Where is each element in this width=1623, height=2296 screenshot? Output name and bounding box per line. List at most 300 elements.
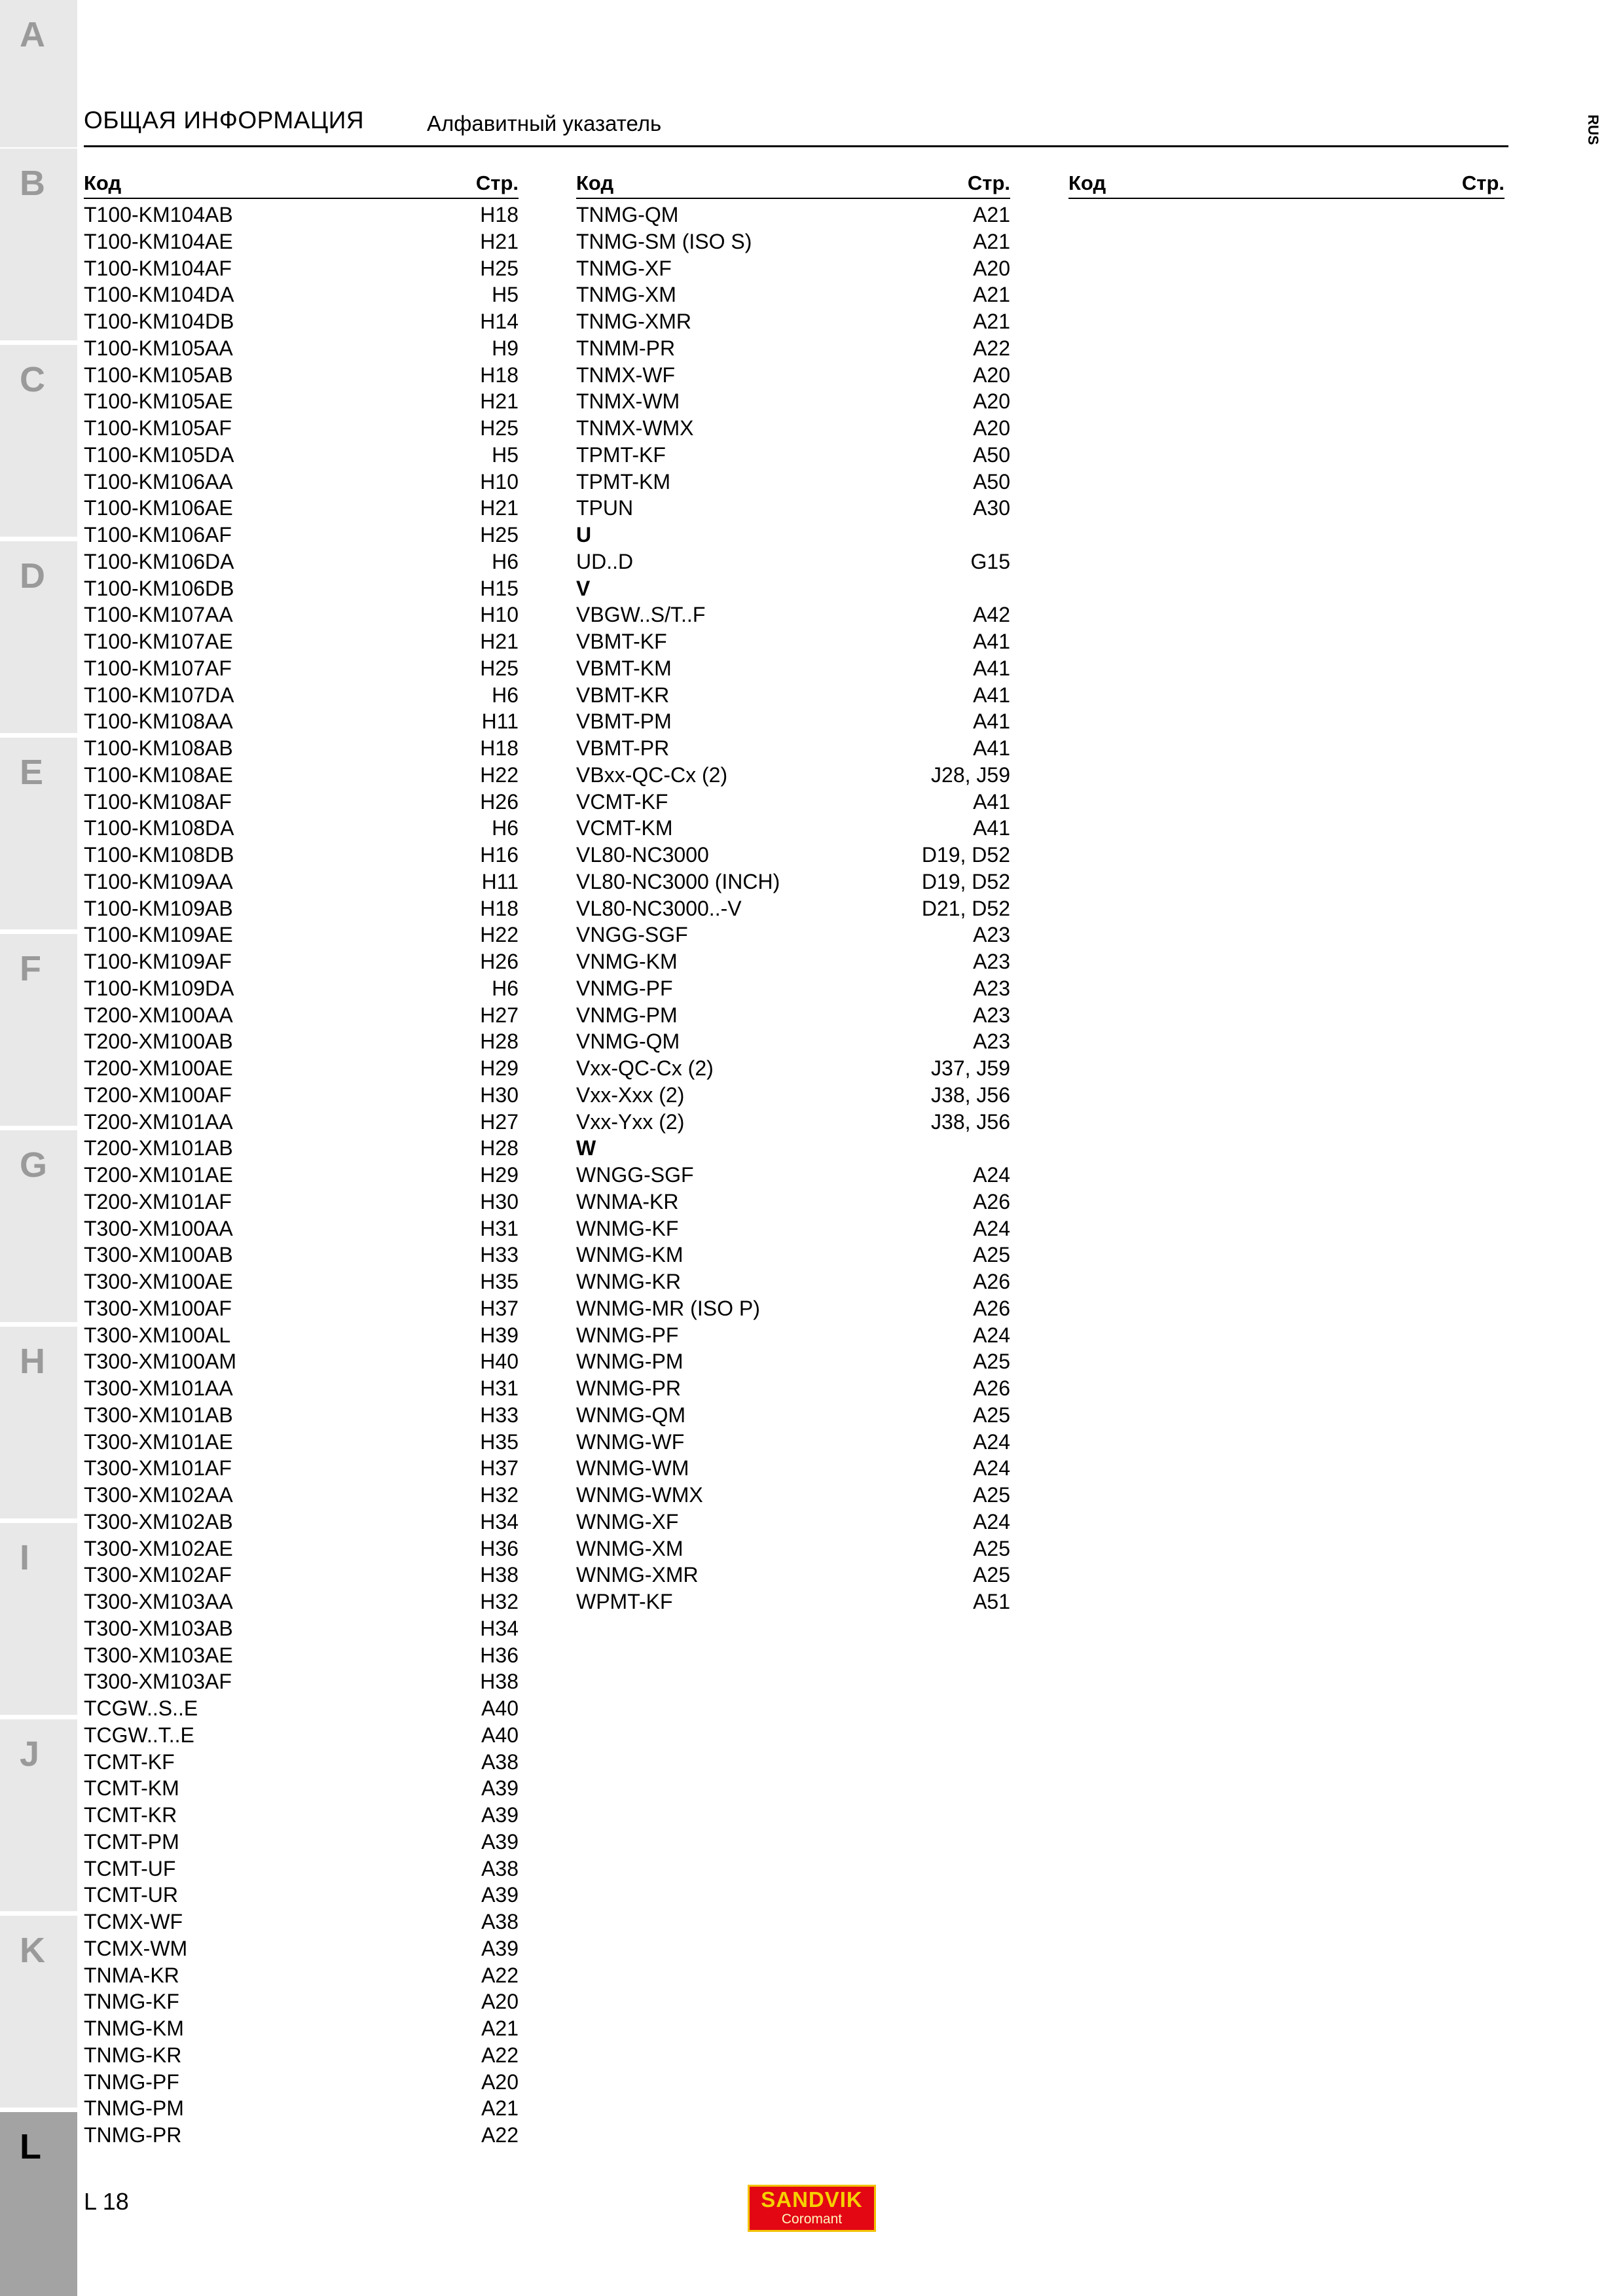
entry-page[interactable]: A41 (973, 683, 1010, 707)
index-entry (84, 708, 519, 735)
entry-code: TNMG-KR (84, 2043, 182, 2067)
entry-code: VBMT-KM (576, 656, 672, 680)
index-rows (84, 202, 519, 2149)
entry-code: T100-KM106DA (84, 549, 234, 573)
index-entry (84, 362, 519, 389)
entry-code: T100-KM106DB (84, 576, 234, 600)
letter-tab-e[interactable]: E (0, 738, 77, 929)
index-entry (84, 1402, 519, 1429)
entry-page[interactable]: A41 (973, 736, 1010, 760)
index-entry (84, 815, 519, 842)
entry-page[interactable]: A25 (973, 1243, 1010, 1267)
index-entry (576, 975, 1010, 1002)
entry-page[interactable]: H35 (480, 1270, 519, 1293)
entry-page[interactable]: A38 (481, 1749, 519, 1774)
entry-page[interactable]: H6 (492, 549, 519, 573)
header-divider (84, 145, 1508, 147)
entry-page[interactable]: A26 (973, 1376, 1010, 1400)
entry-page[interactable]: A24 (973, 1456, 1010, 1480)
index-entry (84, 628, 519, 655)
letter-tab-l[interactable]: L (0, 2112, 77, 2296)
entry-page[interactable]: H15 (480, 576, 519, 600)
entry-code: WNMG-KR (576, 1270, 681, 1293)
index-entry (84, 495, 519, 522)
entry-page[interactable]: H39 (480, 1323, 519, 1347)
entry-page[interactable]: A39 (481, 1936, 519, 1960)
index-entry (576, 1429, 1010, 1456)
entry-page[interactable]: H22 (480, 762, 519, 787)
entry-code: Vxx-Xxx (2) (576, 1083, 685, 1107)
entry-page[interactable]: A26 (973, 1189, 1010, 1213)
entry-page[interactable]: J38, J56 (931, 1109, 1010, 1134)
entry-page[interactable]: H27 (480, 1109, 519, 1134)
entry-code: WNMG-PF (576, 1323, 679, 1347)
entry-code: TNMG-XM (576, 283, 676, 307)
entry-code: T100-KM109AE (84, 923, 233, 947)
entry-code: T100-KM104AB (84, 203, 233, 226)
entry-page[interactable]: H9 (492, 336, 519, 360)
entry-page[interactable]: A39 (481, 1883, 519, 1907)
letter-tab-bar (0, 0, 77, 2296)
entry-page[interactable]: A21 (973, 283, 1010, 307)
entry-page[interactable]: A41 (973, 656, 1010, 680)
entry-code: TNMG-PM (84, 2096, 184, 2121)
index-entry (576, 1028, 1010, 1055)
index-entry (84, 2042, 519, 2069)
index-entry (84, 469, 519, 495)
letter-tab-h[interactable]: H (0, 1327, 77, 1518)
entry-page[interactable]: H31 (480, 1376, 519, 1400)
entry-page[interactable]: A25 (973, 1483, 1010, 1507)
entry-page[interactable]: A23 (973, 976, 1010, 1000)
entry-code: WNMA-KR (576, 1189, 679, 1213)
entry-code: TPMT-KF (576, 442, 666, 467)
entry-page[interactable]: H11 (481, 869, 519, 893)
entry-page[interactable]: H25 (480, 523, 519, 547)
entry-page[interactable]: A23 (973, 1030, 1010, 1054)
entry-page[interactable]: A21 (481, 2096, 519, 2121)
index-entry (576, 442, 1010, 469)
entry-code: TCMT-UR (84, 1883, 178, 1907)
entry-page[interactable]: A20 (481, 1990, 519, 2014)
index-entry (84, 1535, 519, 1562)
entry-code: T100-KM108DA (84, 816, 234, 840)
index-entry (576, 1535, 1010, 1562)
entry-code: T300-XM103AF (84, 1670, 232, 1694)
index-entry (576, 202, 1010, 228)
letter-tab-j[interactable]: J (0, 1719, 77, 1911)
index-entry (576, 1055, 1010, 1082)
entry-page[interactable]: D19, D52 (921, 843, 1010, 867)
entry-page[interactable]: H34 (480, 1509, 519, 1534)
entry-page[interactable]: A23 (973, 923, 1010, 947)
entry-page[interactable]: A24 (973, 1323, 1010, 1347)
entry-page[interactable]: A41 (973, 789, 1010, 814)
entry-code: WNMG-WMX (576, 1483, 703, 1507)
index-entry (576, 1109, 1010, 1136)
entry-page[interactable]: A21 (973, 310, 1010, 333)
entry-page[interactable]: A50 (973, 442, 1010, 467)
entry-page[interactable]: H22 (480, 923, 519, 947)
entry-code: TNMG-SM (ISO S) (576, 229, 752, 253)
entry-page[interactable]: H31 (480, 1216, 519, 1240)
index-entry (576, 469, 1010, 495)
entry-page[interactable]: H37 (480, 1296, 519, 1320)
entry-page[interactable]: A38 (481, 1856, 519, 1880)
entry-code: WNMG-KF (576, 1216, 679, 1240)
entry-page[interactable]: H10 (480, 469, 519, 493)
index-entry (84, 255, 519, 282)
entry-page[interactable]: H26 (480, 789, 519, 814)
index-entry (84, 548, 519, 575)
entry-page[interactable]: A41 (973, 816, 1010, 840)
entry-page[interactable]: A41 (973, 630, 1010, 653)
column-header (576, 169, 1010, 199)
index-entry (576, 735, 1010, 762)
entry-page[interactable]: A24 (973, 1163, 1010, 1187)
entry-page[interactable]: A23 (973, 950, 1010, 973)
index-entry (576, 948, 1010, 975)
entry-code: WNMG-QM (576, 1403, 686, 1427)
entry-code: VCMT-KM (576, 816, 673, 840)
letter-tab-a[interactable]: A (0, 0, 77, 147)
entry-page[interactable]: H38 (480, 1670, 519, 1694)
entry-page[interactable]: A22 (481, 1963, 519, 1987)
index-entry (576, 1295, 1010, 1322)
entry-page[interactable]: H6 (492, 683, 519, 707)
entry-code: W (576, 1136, 596, 1160)
index-entry (576, 1588, 1010, 1615)
index-entry (84, 1109, 519, 1136)
entry-code: VNMG-PF (576, 976, 673, 1000)
entry-code: TPUN (576, 496, 634, 520)
index-entry (84, 2095, 519, 2122)
entry-code: TNMG-PR (84, 2123, 182, 2147)
entry-page[interactable]: H33 (480, 1243, 519, 1267)
entry-page[interactable]: H30 (480, 1083, 519, 1107)
index-entry (576, 762, 1010, 789)
code-header: Код (576, 171, 614, 194)
entry-code: WNMG-XF (576, 1509, 679, 1534)
entry-page[interactable]: A40 (481, 1696, 519, 1720)
index-entry (84, 1642, 519, 1669)
index-entry (576, 682, 1010, 709)
entry-code: TNMG-KM (84, 2017, 184, 2040)
entry-page[interactable]: A20 (973, 389, 1010, 414)
entry-page[interactable]: H35 (480, 1429, 519, 1454)
letter-heading (576, 575, 1010, 602)
entry-page[interactable]: H29 (480, 1163, 519, 1187)
entry-page[interactable]: A38 (481, 1910, 519, 1933)
index-entry (84, 1429, 519, 1456)
letter-tab-i[interactable]: I (0, 1523, 77, 1715)
code-header: Код (1068, 171, 1106, 194)
entry-page[interactable]: H21 (480, 630, 519, 653)
index-entry (84, 1268, 519, 1295)
entry-code: T100-KM104DB (84, 310, 234, 333)
entry-code: T200-XM101AA (84, 1109, 233, 1134)
index-entry (84, 2069, 519, 2096)
entry-code: T100-KM109DA (84, 976, 234, 1000)
entry-code: T100-KM108DB (84, 843, 234, 867)
entry-page[interactable]: A40 (481, 1723, 519, 1747)
page-header: Стр. (1461, 171, 1504, 194)
entry-page[interactable]: J28, J59 (931, 762, 1010, 787)
entry-code: T100-KM104AE (84, 229, 233, 253)
entry-page[interactable]: H18 (480, 736, 519, 760)
entry-page[interactable]: A22 (481, 2043, 519, 2067)
letter-tab-k[interactable]: K (0, 1916, 77, 2108)
entry-code: WPMT-KF (576, 1590, 673, 1613)
entry-page[interactable]: A23 (973, 1003, 1010, 1027)
entry-page[interactable]: H26 (480, 950, 519, 973)
entry-code: TNMG-QM (576, 203, 679, 226)
index-entry (84, 1935, 519, 1962)
entry-code: T100-KM105AE (84, 389, 233, 414)
entry-code: T200-XM100AF (84, 1083, 232, 1107)
entry-code: TCGW..S..E (84, 1696, 198, 1720)
entry-page[interactable]: H10 (480, 603, 519, 627)
entry-code: T100-KM107AE (84, 630, 233, 653)
entry-code: T100-KM109AF (84, 950, 232, 973)
entry-page[interactable]: H37 (480, 1456, 519, 1480)
entry-code: TCMT-UF (84, 1856, 176, 1880)
index-entry (576, 1482, 1010, 1509)
entry-page[interactable]: A39 (481, 1829, 519, 1854)
index-entry (84, 1775, 519, 1802)
entry-page[interactable]: H18 (480, 203, 519, 226)
index-entry (84, 442, 519, 469)
entry-code: T100-KM108AB (84, 736, 233, 760)
entry-code: T300-XM100AE (84, 1270, 233, 1293)
entry-page[interactable]: A21 (481, 2017, 519, 2040)
entry-code: T300-XM102AA (84, 1483, 233, 1507)
entry-code: TNMG-PF (84, 2070, 179, 2094)
index-entry (84, 1135, 519, 1162)
section-subtitle: Алфавитный указатель (427, 111, 662, 135)
index-entry (84, 869, 519, 895)
entry-page[interactable]: H25 (480, 656, 519, 680)
entry-page[interactable]: A22 (481, 2123, 519, 2147)
letter-tab-b[interactable]: B (0, 149, 77, 340)
index-entry (576, 362, 1010, 389)
index-entry (576, 495, 1010, 522)
entry-page[interactable]: H21 (480, 496, 519, 520)
entry-page[interactable]: H6 (492, 816, 519, 840)
entry-page[interactable]: H40 (480, 1350, 519, 1374)
entry-page[interactable]: H21 (480, 389, 519, 414)
entry-page[interactable]: H25 (480, 416, 519, 440)
entry-page[interactable]: A24 (973, 1216, 1010, 1240)
entry-code: T300-XM101AA (84, 1376, 233, 1400)
index-entry (576, 1348, 1010, 1375)
entry-page[interactable]: A51 (973, 1590, 1010, 1613)
entry-code: T300-XM103AA (84, 1590, 233, 1613)
letter-tab-c[interactable]: C (0, 345, 77, 537)
entry-page[interactable]: J38, J56 (931, 1083, 1010, 1107)
entry-code: T300-XM103AE (84, 1643, 233, 1667)
entry-page[interactable]: A20 (973, 363, 1010, 387)
entry-page[interactable]: A24 (973, 1509, 1010, 1534)
index-entry (84, 1615, 519, 1642)
index-entry (576, 1322, 1010, 1349)
entry-code: T100-KM104AF (84, 256, 232, 280)
entry-page[interactable]: H18 (480, 363, 519, 387)
index-entry (576, 1268, 1010, 1295)
index-entry (576, 1242, 1010, 1268)
letter-heading (576, 522, 1010, 548)
letter-tab-g[interactable]: G (0, 1130, 77, 1322)
entry-code: VBxx-QC-Cx (2) (576, 762, 728, 787)
index-entry (84, 1909, 519, 1935)
index-entry (576, 1215, 1010, 1242)
entry-page[interactable]: J37, J59 (931, 1056, 1010, 1080)
entry-code: T300-XM100AL (84, 1323, 231, 1347)
index-entry (84, 388, 519, 415)
index-column-2 (576, 169, 1010, 1615)
index-entry (576, 1375, 1010, 1402)
entry-page[interactable]: H18 (480, 896, 519, 920)
entry-page[interactable]: H5 (492, 283, 519, 307)
entry-code: WNGG-SGF (576, 1163, 694, 1187)
entry-code: TCGW..T..E (84, 1723, 194, 1747)
index-entry (84, 1348, 519, 1375)
entry-page[interactable]: H29 (480, 1056, 519, 1080)
entry-page[interactable]: A25 (973, 1536, 1010, 1560)
entry-page[interactable]: H11 (481, 709, 519, 734)
entry-code: T100-KM104DA (84, 283, 234, 307)
entry-code: T200-XM100AE (84, 1056, 233, 1080)
entry-code: T200-XM100AA (84, 1003, 233, 1027)
entry-code: TNMA-KR (84, 1963, 179, 1987)
entry-page[interactable]: A42 (973, 603, 1010, 627)
entry-page[interactable]: H32 (480, 1590, 519, 1613)
entry-code: T300-XM100AF (84, 1296, 232, 1320)
entry-code: T200-XM101AF (84, 1189, 232, 1213)
entry-page[interactable]: H5 (492, 442, 519, 467)
entry-code: U (576, 523, 592, 547)
index-entry (84, 281, 519, 308)
entry-code: V (576, 576, 591, 600)
entry-code: T100-KM109AA (84, 869, 233, 893)
index-entry (576, 789, 1010, 816)
entry-page[interactable]: H27 (480, 1003, 519, 1027)
page-header: Стр. (475, 171, 519, 194)
logo-brand: SANDVIK (761, 2187, 863, 2212)
letter-tab-d[interactable]: D (0, 541, 77, 733)
entry-code: WNMG-WF (576, 1429, 685, 1454)
entry-page[interactable]: A25 (973, 1403, 1010, 1427)
entry-page[interactable]: H34 (480, 1616, 519, 1640)
entry-page[interactable]: A25 (973, 1563, 1010, 1587)
index-entry (576, 1189, 1010, 1215)
entry-page[interactable]: A25 (973, 1350, 1010, 1374)
page-header: Стр. (967, 171, 1010, 194)
index-entry (576, 1402, 1010, 1429)
entry-page[interactable]: H28 (480, 1030, 519, 1054)
entry-page[interactable]: A50 (973, 469, 1010, 493)
entry-page[interactable]: A20 (481, 2070, 519, 2094)
entry-code: WNMG-KM (576, 1243, 684, 1267)
entry-page[interactable]: A20 (973, 256, 1010, 280)
index-entry (576, 1082, 1010, 1109)
entry-page[interactable]: A39 (481, 1803, 519, 1827)
entry-code: VL80-NC3000 (INCH) (576, 869, 780, 893)
index-entry (84, 1482, 519, 1509)
entry-page[interactable]: A21 (973, 229, 1010, 253)
entry-code: T300-XM100AA (84, 1216, 233, 1240)
entry-page[interactable]: H38 (480, 1563, 519, 1587)
entry-page[interactable]: D21, D52 (921, 896, 1010, 920)
language-label: RUS (1585, 115, 1601, 145)
entry-code: T100-KM105AA (84, 336, 233, 360)
entry-page[interactable]: H6 (492, 976, 519, 1000)
entry-page[interactable]: H32 (480, 1483, 519, 1507)
code-header: Код (84, 171, 122, 194)
entry-code: WNMG-XMR (576, 1563, 699, 1587)
index-entry (84, 1588, 519, 1615)
entry-code: TPMT-KM (576, 469, 670, 493)
entry-page[interactable]: H30 (480, 1189, 519, 1213)
index-entry (576, 842, 1010, 869)
index-entry (84, 1562, 519, 1588)
entry-page[interactable]: A22 (973, 336, 1010, 360)
entry-page[interactable]: H28 (480, 1136, 519, 1160)
entry-code: T100-KM106AA (84, 469, 233, 493)
entry-page[interactable]: A20 (973, 416, 1010, 440)
entry-page[interactable]: D19, D52 (921, 869, 1010, 893)
entry-page[interactable]: H21 (480, 229, 519, 253)
entry-page[interactable]: H25 (480, 256, 519, 280)
entry-page[interactable]: A21 (973, 203, 1010, 226)
entry-page[interactable]: A39 (481, 1776, 519, 1801)
entry-page[interactable]: A26 (973, 1296, 1010, 1320)
entry-code: T300-XM101AE (84, 1429, 233, 1454)
index-entry (84, 1189, 519, 1215)
letter-tab-f[interactable]: F (0, 934, 77, 1126)
entry-page[interactable]: A41 (973, 709, 1010, 734)
index-entry (576, 628, 1010, 655)
index-entry (84, 975, 519, 1002)
index-entry (84, 1082, 519, 1109)
entry-page[interactable]: G15 (970, 549, 1010, 573)
entry-code: T100-KM105AB (84, 363, 233, 387)
index-entry (84, 1882, 519, 1909)
entry-page[interactable]: H14 (480, 310, 519, 333)
logo-sub: Coromant (781, 2212, 843, 2227)
entry-page[interactable]: A30 (973, 496, 1010, 520)
entry-page[interactable]: H36 (480, 1643, 519, 1667)
entry-page[interactable]: H36 (480, 1536, 519, 1560)
index-entry (84, 895, 519, 922)
entry-page[interactable]: A26 (973, 1270, 1010, 1293)
index-entry (84, 762, 519, 789)
entry-code: T100-KM108AA (84, 709, 233, 734)
entry-code: VNMG-QM (576, 1030, 680, 1054)
entry-code: T100-KM106AF (84, 523, 232, 547)
index-entry (84, 682, 519, 709)
entry-page[interactable]: H33 (480, 1403, 519, 1427)
index-entry (576, 548, 1010, 575)
index-entry (84, 2122, 519, 2149)
entry-code: T300-XM102AF (84, 1563, 232, 1587)
letter-heading (576, 1135, 1010, 1162)
entry-code: VCMT-KF (576, 789, 668, 814)
index-entry (84, 1295, 519, 1322)
entry-page[interactable]: H16 (480, 843, 519, 867)
entry-page[interactable]: A24 (973, 1429, 1010, 1454)
entry-code: T100-KM108AF (84, 789, 232, 814)
